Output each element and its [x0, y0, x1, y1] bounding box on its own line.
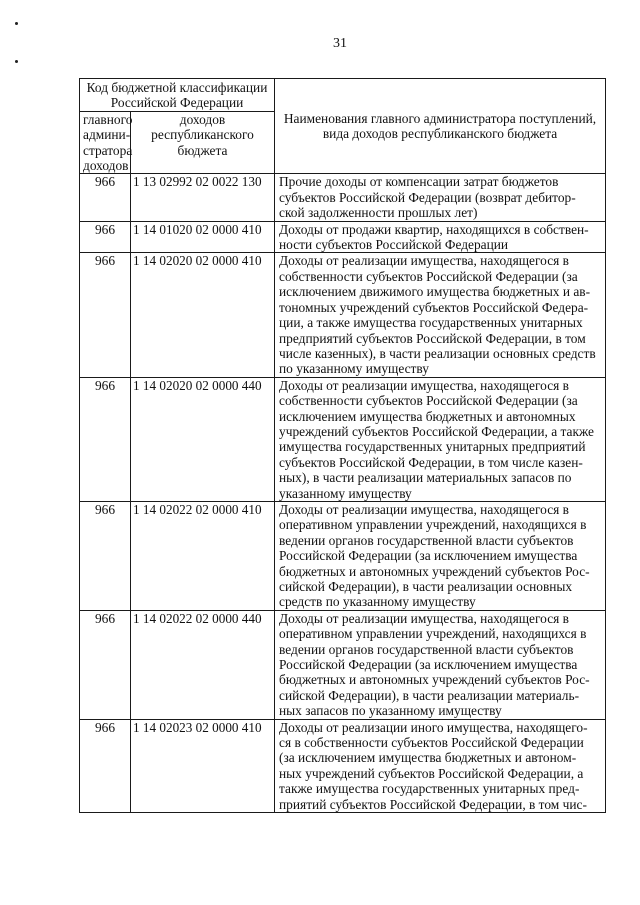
income-description-cell [275, 501, 606, 610]
income-description-cell [275, 377, 606, 501]
description-line: ся в собственности субъектов Российской Федерации [279, 735, 584, 751]
scan-mark-dot [15, 22, 18, 25]
description-line: ных учреждений субъектов Российской Федерации, а [279, 765, 584, 781]
table-row [80, 221, 606, 253]
income-code-cell: 1 14 02023 02 0000 410 [131, 719, 275, 812]
description-line: предприятий субъектов Российской Федерации, в том [279, 330, 586, 346]
page-number: 31 [333, 36, 347, 51]
description-line: Прочие доходы от компенсации затрат бюджетов [279, 174, 559, 190]
description-line: приятий субъектов Российской Федерации, в том чис- [279, 796, 587, 812]
description-line: Российской Федерации (за исключением имущества [279, 657, 578, 673]
table-row [80, 377, 606, 501]
description-line: Доходы от продажи квартир, находящихся в собствен- [279, 221, 589, 237]
description-line: оперативном управлении учреждений, находящихся в [279, 626, 587, 642]
header-classification-code: Код бюджетной классификации Российской Федерации [80, 79, 275, 112]
description-line: ных), в части реализации материальных запасов по [279, 470, 572, 486]
description-line: Доходы от реализации имущества, находящегося в [279, 501, 569, 517]
header-republican-budget-income: доходов республиканского бюджета [131, 111, 275, 174]
table-row [80, 174, 606, 221]
header-administrator-name: Наименования главного администратора поступлений, вида доходов республиканского бюджета [275, 79, 606, 174]
header-main-administrator: главного админи- стратора доходов [80, 111, 131, 174]
income-description-cell [275, 719, 606, 812]
income-code-cell: 1 14 02022 02 0000 440 [131, 610, 275, 719]
description-line: учреждений субъектов Российской Федерации, а также [279, 423, 594, 439]
description-line: ции, а также имущества государственных унитарных [279, 315, 583, 331]
description-line: ных запасов по указанному имуществу [279, 703, 502, 719]
income-code-cell: 1 14 02020 02 0000 410 [131, 253, 275, 377]
table-row [80, 610, 606, 719]
table-row [80, 719, 606, 812]
income-description-cell [275, 253, 606, 377]
table-row [80, 253, 606, 377]
description-line: субъектов Российской Федерации (возврат дебитор- [279, 189, 576, 205]
description-line: указанному имуществу [279, 485, 412, 501]
description-line: также имущества государственных унитарных пред- [279, 781, 580, 797]
description-line: собственности субъектов Российской Федерации (за [279, 268, 578, 284]
description-line: Доходы от реализации имущества, находящегося в [279, 253, 569, 269]
description-line: субъектов Российской Федерации, в том числе казен- [279, 454, 583, 470]
table-body [80, 79, 606, 813]
description-line: ведении органов государственной власти субъектов [279, 532, 574, 548]
income-code-cell: 1 14 01020 02 0000 410 [131, 221, 275, 253]
description-line: оперативном управлении учреждений, находящихся в [279, 517, 587, 533]
income-description-cell [275, 610, 606, 719]
description-line: бюджетных и автономных учреждений субъектов Рос- [279, 563, 590, 579]
scan-mark-dot [15, 60, 18, 63]
description-line: бюджетных и автономных учреждений субъектов Рос- [279, 672, 590, 688]
description-line: сийской Федерации), в части реализации материаль- [279, 687, 580, 703]
table-row [80, 501, 606, 610]
description-line: ности субъектов Российской Федерации [279, 237, 509, 253]
description-line: исключением движимого имущества бюджетных и ав- [279, 284, 591, 300]
description-line: Российской Федерации (за исключением имущества [279, 548, 578, 564]
administrator-code-cell: 966 [80, 719, 131, 812]
description-line: тономных учреждений субъектов Российской Федера- [279, 299, 589, 315]
description-line: числе казенных), в части реализации основных средств [279, 345, 596, 361]
description-line: исключением имущества бюджетных и автономных [279, 408, 576, 424]
income-code-cell: 1 14 02022 02 0000 410 [131, 501, 275, 610]
income-description-cell [275, 174, 606, 221]
description-line: Доходы от реализации имущества, находящегося в [279, 610, 569, 626]
income-description-cell [275, 221, 606, 253]
description-line: по указанному имуществу [279, 361, 429, 377]
description-line: Доходы от реализации имущества, находящегося в [279, 377, 569, 393]
description-line: имущества государственных унитарных предприятий [279, 439, 586, 455]
description-line: сийской Федерации), в части реализации основных [279, 579, 573, 594]
income-code-cell: 1 14 02020 02 0000 440 [131, 377, 275, 501]
administrator-code-cell: 966 [80, 377, 131, 501]
administrator-code-cell: 966 [80, 610, 131, 719]
income-code-cell: 1 13 02992 02 0022 130 [131, 174, 275, 221]
description-line: (за исключением имущества бюджетных и автоном- [279, 750, 577, 766]
description-line: Доходы от реализации иного имущества, находящего- [279, 719, 588, 735]
description-line: собственности субъектов Российской Федерации (за [279, 393, 578, 409]
administrator-code-cell: 966 [80, 221, 131, 253]
administrator-code-cell: 966 [80, 501, 131, 610]
description-line: ской задолженности прошлых лет) [279, 205, 478, 221]
description-line: ведении органов государственной власти субъектов [279, 641, 574, 657]
budget-classification-table [79, 78, 606, 813]
administrator-code-cell: 966 [80, 253, 131, 377]
administrator-code-cell: 966 [80, 174, 131, 221]
description-line: средств по указанному имуществу [279, 594, 476, 610]
header-row-group [80, 79, 606, 112]
